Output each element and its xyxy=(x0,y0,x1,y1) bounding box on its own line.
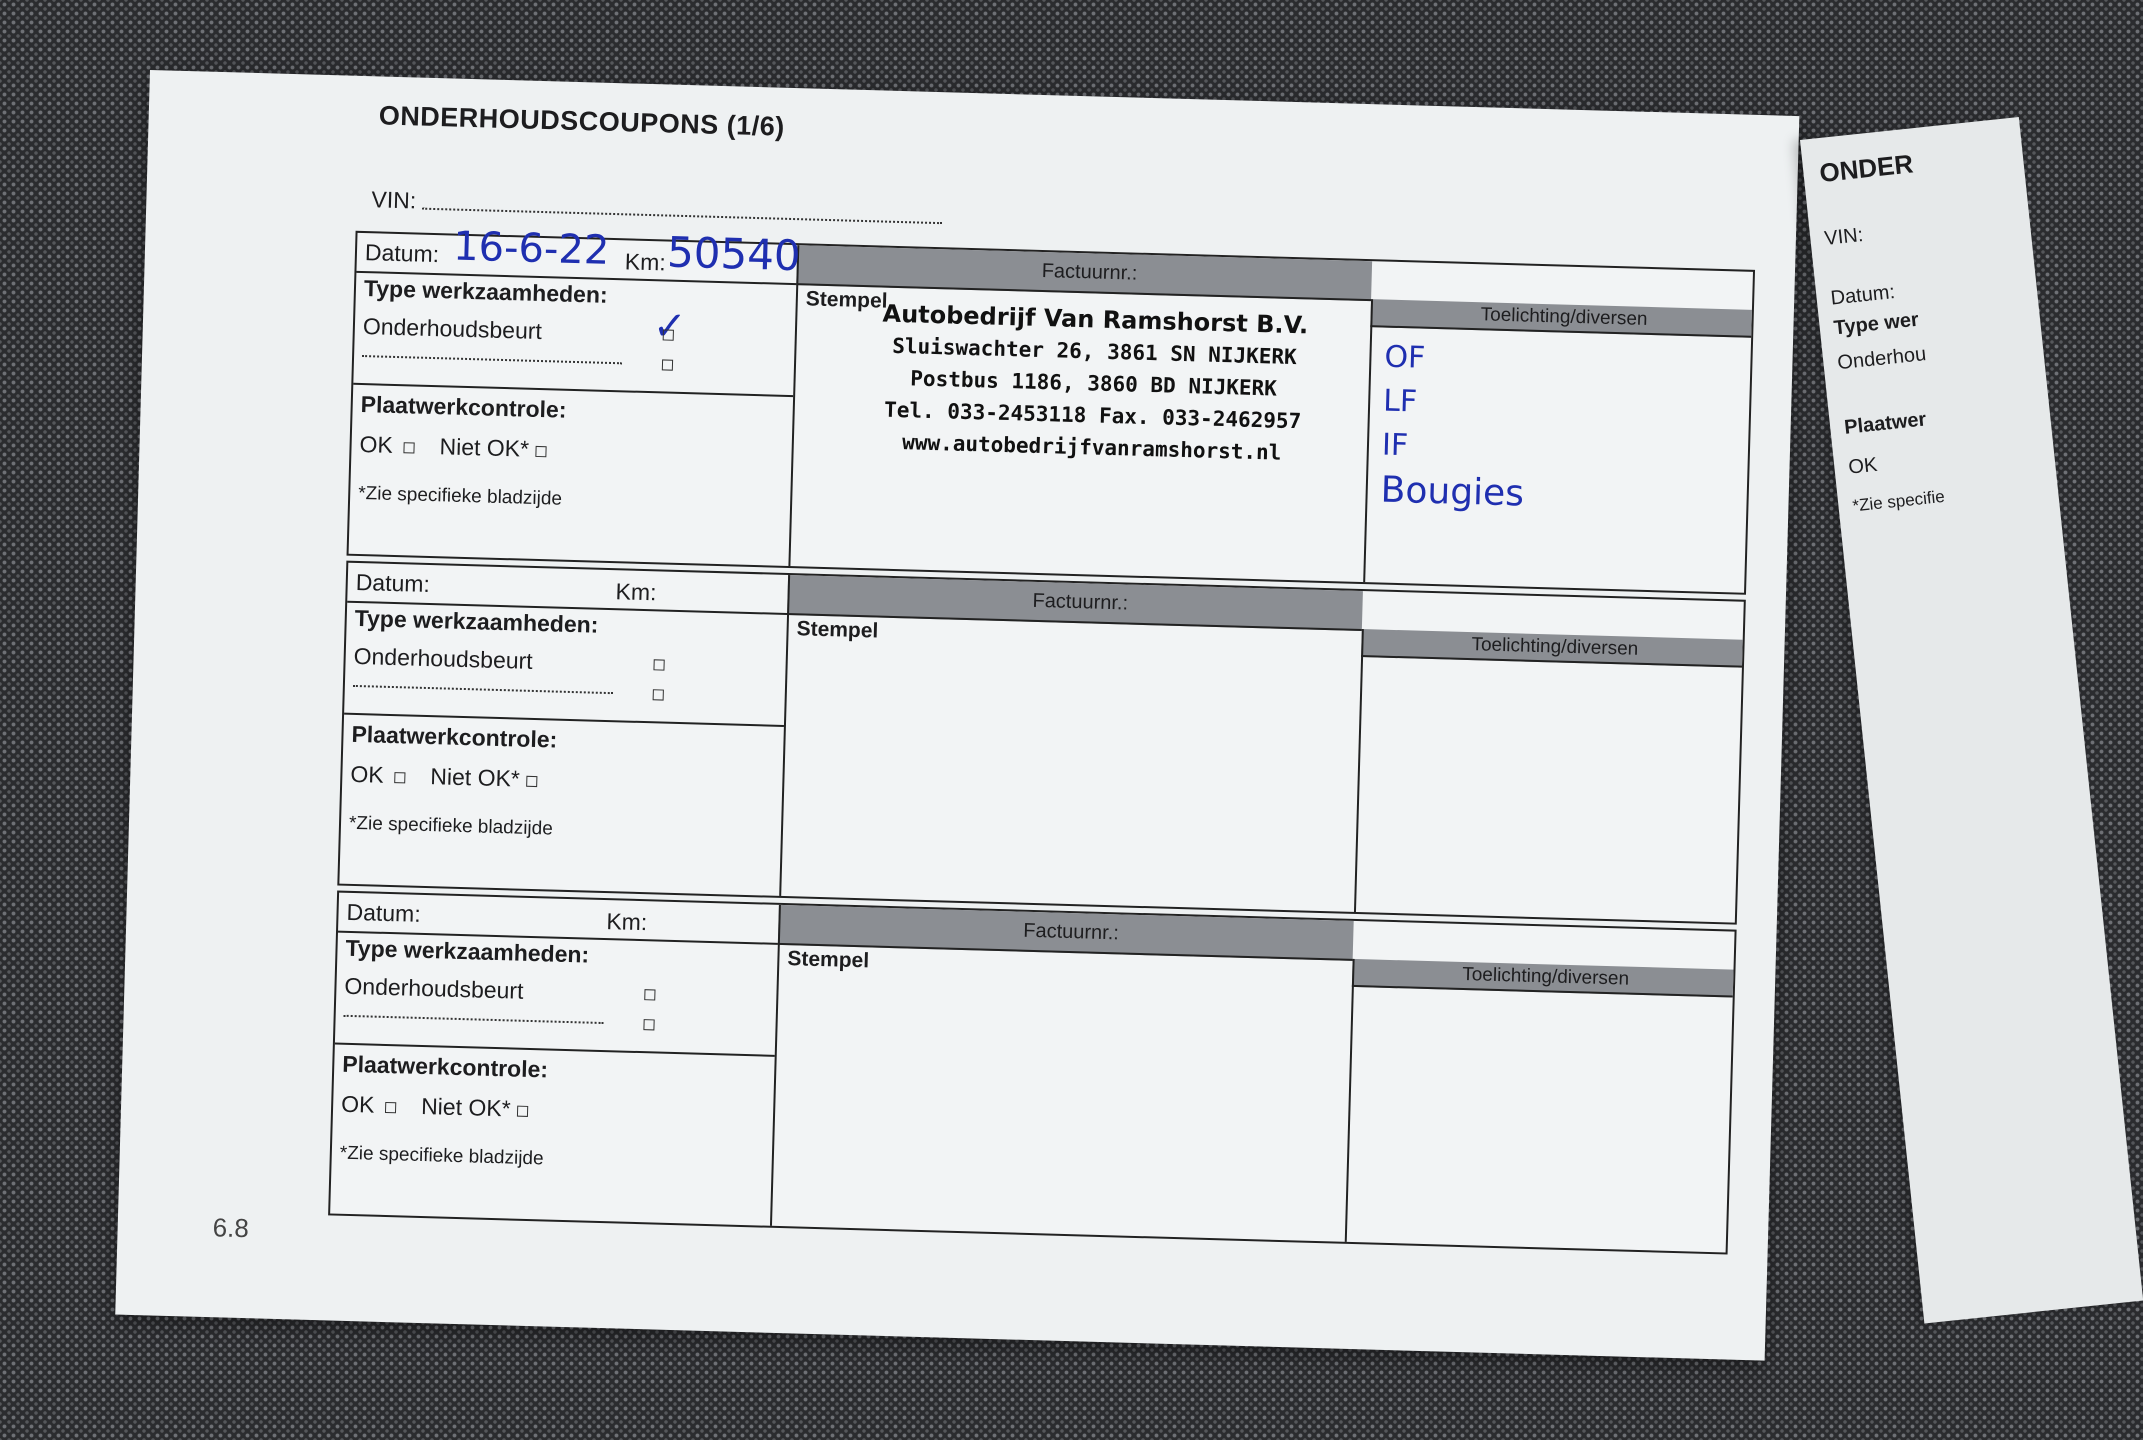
coupon-left-panel xyxy=(349,223,802,566)
custom-task-line xyxy=(353,685,613,694)
ok-label: OK xyxy=(340,1090,375,1118)
next-page-label: OK xyxy=(1847,453,1879,479)
datum-label: Datum: xyxy=(355,568,431,598)
coupon-left-panel xyxy=(339,563,790,896)
factuur-label: Factuurnr.: xyxy=(1023,919,1120,945)
coupon-1 xyxy=(347,223,1756,595)
toelichting-bar xyxy=(1352,959,1734,998)
niet-ok-checkbox[interactable] xyxy=(535,446,546,457)
next-page xyxy=(1800,117,2143,1323)
toelichting-label: Toelichting/diversen xyxy=(1480,304,1648,330)
next-page-label: Plaatwer xyxy=(1843,408,1928,439)
plaatwerk-label: Plaatwerkcontrole: xyxy=(341,1050,549,1083)
stempel-label: Stempel xyxy=(787,947,870,973)
toelichting-label: Toelichting/diversen xyxy=(1471,634,1639,660)
note-handwritten: IF xyxy=(1381,427,1409,464)
plaatwerk-label: Plaatwerkcontrole: xyxy=(351,720,558,753)
custom-task-checkbox[interactable] xyxy=(643,1019,654,1030)
dealer-stamp xyxy=(871,297,1315,469)
type-label: Type werkzaamheden: xyxy=(363,275,608,308)
stamp-line: www.autobedrijfvanramshorst.nl xyxy=(901,430,1282,465)
datum-handwritten: 16-6-22 xyxy=(452,223,610,274)
toelichting-bar xyxy=(1370,299,1752,338)
stempel-label: Stempel xyxy=(796,617,879,643)
custom-task-line xyxy=(344,1015,604,1024)
coupon-3 xyxy=(328,891,1737,1255)
onderhoud-label: Onderhoudsbeurt xyxy=(344,972,524,1004)
onderhoud-label: Onderhoudsbeurt xyxy=(362,313,543,345)
type-label: Type werkzaamheden: xyxy=(354,604,599,638)
next-page-label: *Zie specifie xyxy=(1851,486,1946,516)
next-page-title: ONDER xyxy=(1818,148,1915,189)
factuur-label: Factuurnr.: xyxy=(1041,259,1138,285)
onderhoud-checkbox[interactable] xyxy=(663,329,674,340)
zie-note: *Zie specifieke bladzijde xyxy=(339,1142,544,1170)
page-number: 6.8 xyxy=(212,1212,250,1244)
plaatwerk-label: Plaatwerkcontrole: xyxy=(360,391,567,423)
page-title: ONDERHOUDSCOUPONS (1/6) xyxy=(378,100,786,142)
ok-checkbox[interactable] xyxy=(385,1102,396,1113)
niet-ok-label: Niet OK* xyxy=(439,433,530,462)
type-label: Type werkzaamheden: xyxy=(345,934,590,968)
custom-task-checkbox[interactable] xyxy=(653,689,664,700)
column-divider xyxy=(1345,959,1355,1242)
niet-ok-checkbox[interactable] xyxy=(526,776,537,787)
coupon-page xyxy=(115,70,1799,1361)
niet-ok-checkbox[interactable] xyxy=(517,1106,528,1117)
datum-label: Datum: xyxy=(364,239,440,268)
km-label: Km: xyxy=(615,578,657,606)
stempel-label: Stempel xyxy=(805,287,888,313)
column-divider xyxy=(1363,299,1373,582)
onderhoud-checkbox[interactable] xyxy=(653,659,664,670)
stamp-line: Tel. 033-2453118 Fax. 033-2462957 xyxy=(883,397,1302,434)
vin-label: VIN: xyxy=(371,186,417,214)
coupon-2 xyxy=(337,561,1746,925)
ok-label: OK xyxy=(359,431,394,458)
ok-checkbox[interactable] xyxy=(394,772,405,783)
datum-label: Datum: xyxy=(346,898,422,927)
vin-dotted-line xyxy=(422,208,942,225)
km-label: Km: xyxy=(624,248,667,276)
zie-note: *Zie specifieke bladzijde xyxy=(348,812,554,840)
ok-checkbox[interactable] xyxy=(403,442,414,453)
note-handwritten: OF xyxy=(1383,339,1426,376)
next-page-label: Onderhou xyxy=(1836,343,1928,375)
custom-task-checkbox[interactable] xyxy=(662,359,673,370)
toelichting-bar xyxy=(1361,629,1743,668)
factuur-label: Factuurnr.: xyxy=(1032,589,1129,615)
toelichting-label: Toelichting/diversen xyxy=(1461,963,1630,990)
next-page-label: Datum: xyxy=(1829,280,1897,310)
km-label: Km: xyxy=(606,908,648,936)
ok-label: OK xyxy=(350,760,385,788)
next-page-vin: VIN: xyxy=(1823,223,1865,250)
note-handwritten: LF xyxy=(1382,383,1418,420)
niet-ok-label: Niet OK* xyxy=(430,763,521,792)
niet-ok-label: Niet OK* xyxy=(420,1092,511,1122)
zie-note: *Zie specifieke bladzijde xyxy=(357,482,563,510)
next-page-label: Type wer xyxy=(1832,308,1920,340)
coupon-left-panel xyxy=(330,893,781,1226)
stamp-line: Sluiswachter 26, 3861 SN NIJKERK xyxy=(891,333,1298,370)
stamp-line: Postbus 1186, 3860 BD NIJKERK xyxy=(910,366,1278,401)
onderhoud-label: Onderhoudsbeurt xyxy=(353,642,534,674)
column-divider xyxy=(1354,629,1364,912)
km-handwritten: 50540 xyxy=(666,227,802,281)
note-handwritten: Bougies xyxy=(1380,469,1525,515)
onderhoud-checkbox[interactable] xyxy=(644,989,655,1000)
stamp-line: Autobedrijf Van Ramshorst B.V. xyxy=(882,299,1309,340)
custom-task-line xyxy=(362,355,622,364)
checkmark-icon: ✓ xyxy=(652,303,688,351)
